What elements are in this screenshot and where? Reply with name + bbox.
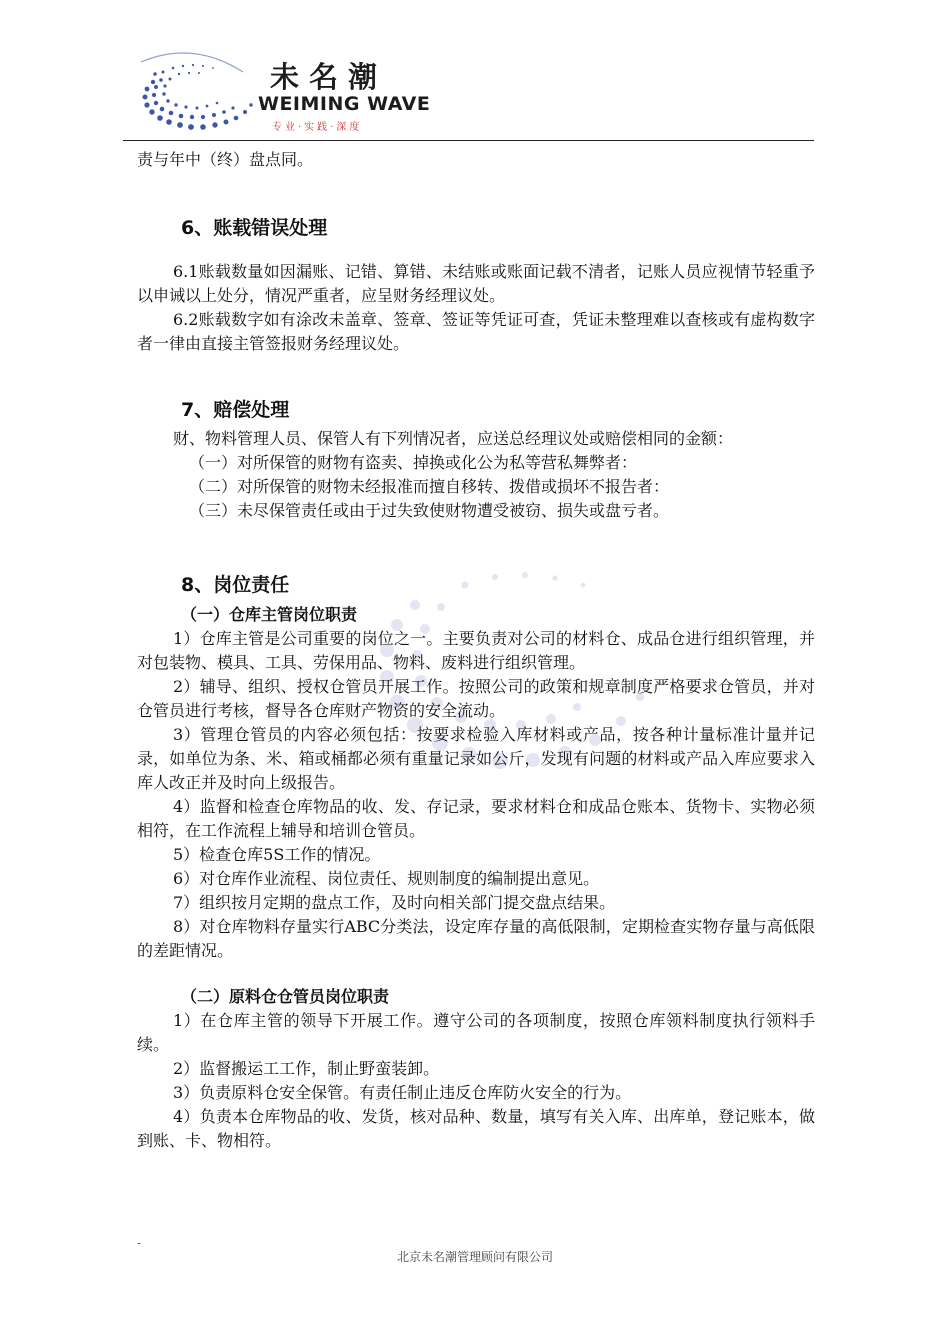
section-6-paragraph-2: 6.2账载数字如有涂改未盖章、签章、签证等凭证可查，凭证未整理难以查核或有虚构数字者一律由直接主管签报财务经理议处。 <box>137 310 815 353</box>
section-7-list-item: （三）未尽保管责任或由于过失致使财物遭受被窃、损失或盘亏者。 <box>189 501 670 520</box>
footer-company: 北京未名潮管理顾问有限公司 <box>396 1250 553 1264</box>
section-7-list-item: （二）对所保管的财物未经报准而擅自移转、拨借或损坏不报告者： <box>189 477 670 496</box>
header-divider <box>123 140 814 141</box>
logo-chinese-name: 未名潮 <box>270 60 388 94</box>
duty-item: 5）检查仓库5S工作的情况。 <box>173 845 381 864</box>
logo-english-name: WEIMING WAVE <box>258 93 431 115</box>
duty-item: 4）负责本仓库物品的收、发货，核对品种、数量，填写有关入库、出库单，登记账本，做到账、卡、物相符。 <box>137 1107 815 1150</box>
section-7-paragraph: 财、物料管理人员、保管人有下列情况者，应送总经理议处或赔偿相同的金额： <box>173 429 734 448</box>
page-header <box>0 0 950 142</box>
duty-item: 3）管理仓管员的内容必须包括：按要求检验入库材料或产品，按各种计量标准计量并记录，如单位为条、米、箱或桶都必须有重量记录如公斤，发现有问题的材料或产品入库应要求入库人改正并及时向上级报告。 <box>137 725 815 792</box>
section-8-subheading-2: （二）原料仓仓管员岗位职责 <box>181 987 390 1006</box>
duty-item: 1）在仓库主管的领导下开展工作。遵守公司的各项制度，按照仓库领料制度执行领料手续。 <box>137 1011 815 1054</box>
duty-item: 2）监督搬运工工作，制止野蛮装卸。 <box>173 1059 440 1078</box>
duty-item: 7）组织按月定期的盘点工作，及时向相关部门提交盘点结果。 <box>173 893 616 912</box>
section-8-subheading-1: （一）仓库主管岗位职责 <box>181 605 358 624</box>
duty-item: 4）监督和检查仓库物品的收、发、存记录，要求材料仓和成品仓账本、货物卡、实物必须相符，在工作流程上辅导和培训仓管员。 <box>137 797 815 840</box>
continued-paragraph: 责与年中（终）盘点同。 <box>137 150 314 169</box>
document-body <box>137 148 815 1153</box>
section-7-heading: 7、赔偿处理 <box>181 399 290 421</box>
duty-item: 8）对仓库物料存量实行ABC分类法，设定库存量的高低限制，定期检查实物存量与高低限的差距情况。 <box>137 917 815 960</box>
duty-item: 6）对仓库作业流程、岗位责任、规则制度的编制提出意见。 <box>173 869 600 888</box>
section-7-list-item: （一）对所保管的财物有盗卖、掉换或化公为私等营私舞弊者： <box>189 453 638 472</box>
footer-dash: - <box>137 1236 142 1250</box>
section-6-heading: 6、账载错误处理 <box>181 217 328 239</box>
duty-item: 3）负责原料仓安全保管。有责任制止违反仓库防火安全的行为。 <box>173 1083 632 1102</box>
section-6-paragraph-1: 6.1账载数量如因漏账、记错、算错、未结账或账面记载不清者，记账人员应视情节轻重予以申诫以上处分，情况严重者，应呈财务经理议处。 <box>137 262 815 305</box>
wave-logo-icon <box>133 42 263 137</box>
duty-item: 2）辅导、组织、授权仓管员开展工作。按照公司的政策和规章制度严格要求仓管员，并对仓管员进行考核，督导各仓库财产物资的安全流动。 <box>137 677 815 720</box>
logo-tagline: 专业·实践·深度 <box>272 122 363 133</box>
section-8-heading: 8、岗位责任 <box>181 574 290 596</box>
duty-item: 1）仓库主管是公司重要的岗位之一。主要负责对公司的材料仓、成品仓进行组织管理，并对包装物、模具、工具、劳保用品、物料、废料进行组织管理。 <box>137 629 815 672</box>
